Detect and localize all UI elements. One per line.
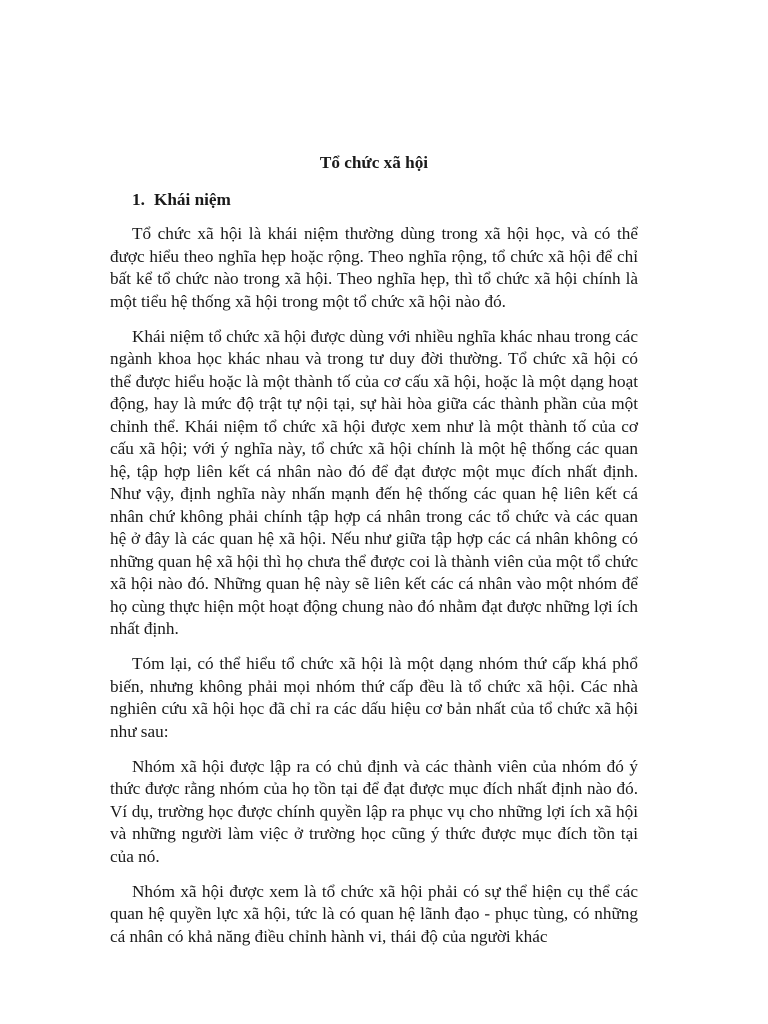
paragraph: Nhóm xã hội được lập ra có chủ định và các thành viên của nhóm đó ý thức được rằng nhóm của họ tồn tại để đạt được mục đích nhất định nào đó. Ví dụ, trường học được chính quyền lập ra phục vụ cho những lợi ích xã hội và những người làm việc ở trường học cũng ý thức được mục đích tồn tại của nó. [110,756,638,866]
paragraph: Khái niệm tổ chức xã hội được dùng với nhiều nghĩa khác nhau trong các ngành khoa học khác nhau và trong tư duy đời thường. Tổ chức xã hội có thể được hiểu hoặc là một thành tố của cơ cấu xã hội, hoặc là một dạng hoạt động, hay là mức độ trật tự nội tại, sự hài hòa giữa các thành phần của một chỉnh thể. Khái niệm tổ chức xã hội được xem như là một thành tố của cơ cấu xã hội; với ý nghĩa này, tổ chức xã hội chính là một hệ thống các quan hệ, tập hợp liên kết cá nhân nào đó để đạt được một mục đích nhất định. Như vậy, định nghĩa này nhấn mạnh đến hệ thống các quan hệ liên kết cá nhân chứ không phải chính tập hợp cá nhân trong các tổ chức và các quan hệ ở đây là các quan hệ xã hội. Nếu như giữa tập hợp các cá nhân không có những quan hệ xã hội thì họ chưa thể được coi là thành viên của một tổ chức xã hội nào đó. Những quan hệ này sẽ liên kết các cá nhân vào một nhóm để họ cùng thực hiện một hoạt động chung nào đó nhằm đạt được những lợi ích nhất định. [110,326,638,638]
document-body [110,152,638,961]
section-number: 1. [132,189,145,209]
paragraph: Tóm lại, có thể hiểu tổ chức xã hội là một dạng nhóm thứ cấp khá phổ biến, nhưng không phải mọi nhóm thứ cấp đều là tổ chức xã hội. Các nhà nghiên cứu xã hội học đã chỉ ra các dấu hiệu cơ bản nhất của tổ chức xã hội như sau: [110,654,638,741]
paragraph: Nhóm xã hội được xem là tổ chức xã hội phải có sự thể hiện cụ thể các quan hệ quyền lực xã hội, tức là có quan hệ lãnh đạo - phục tùng, có những cá nhân có khả năng điều chỉnh hành vi, thái độ của người khác [110,881,638,946]
section-heading [132,189,638,212]
document-title: Tổ chức xã hội [319,153,429,172]
paragraph: Tổ chức xã hội là khái niệm thường dùng trong xã hội học, và có thể được hiểu theo nghĩa hẹp hoặc rộng. Theo nghĩa rộng, tổ chức xã hội để chỉ bất kể tổ chức nào trong xã hội. Theo nghĩa hẹp, thì tổ chức xã hội chính là một tiểu hệ thống xã hội trong một tổ chức xã hội nào đó. [110,224,638,311]
section-heading-text: Khái niệm [154,189,231,209]
